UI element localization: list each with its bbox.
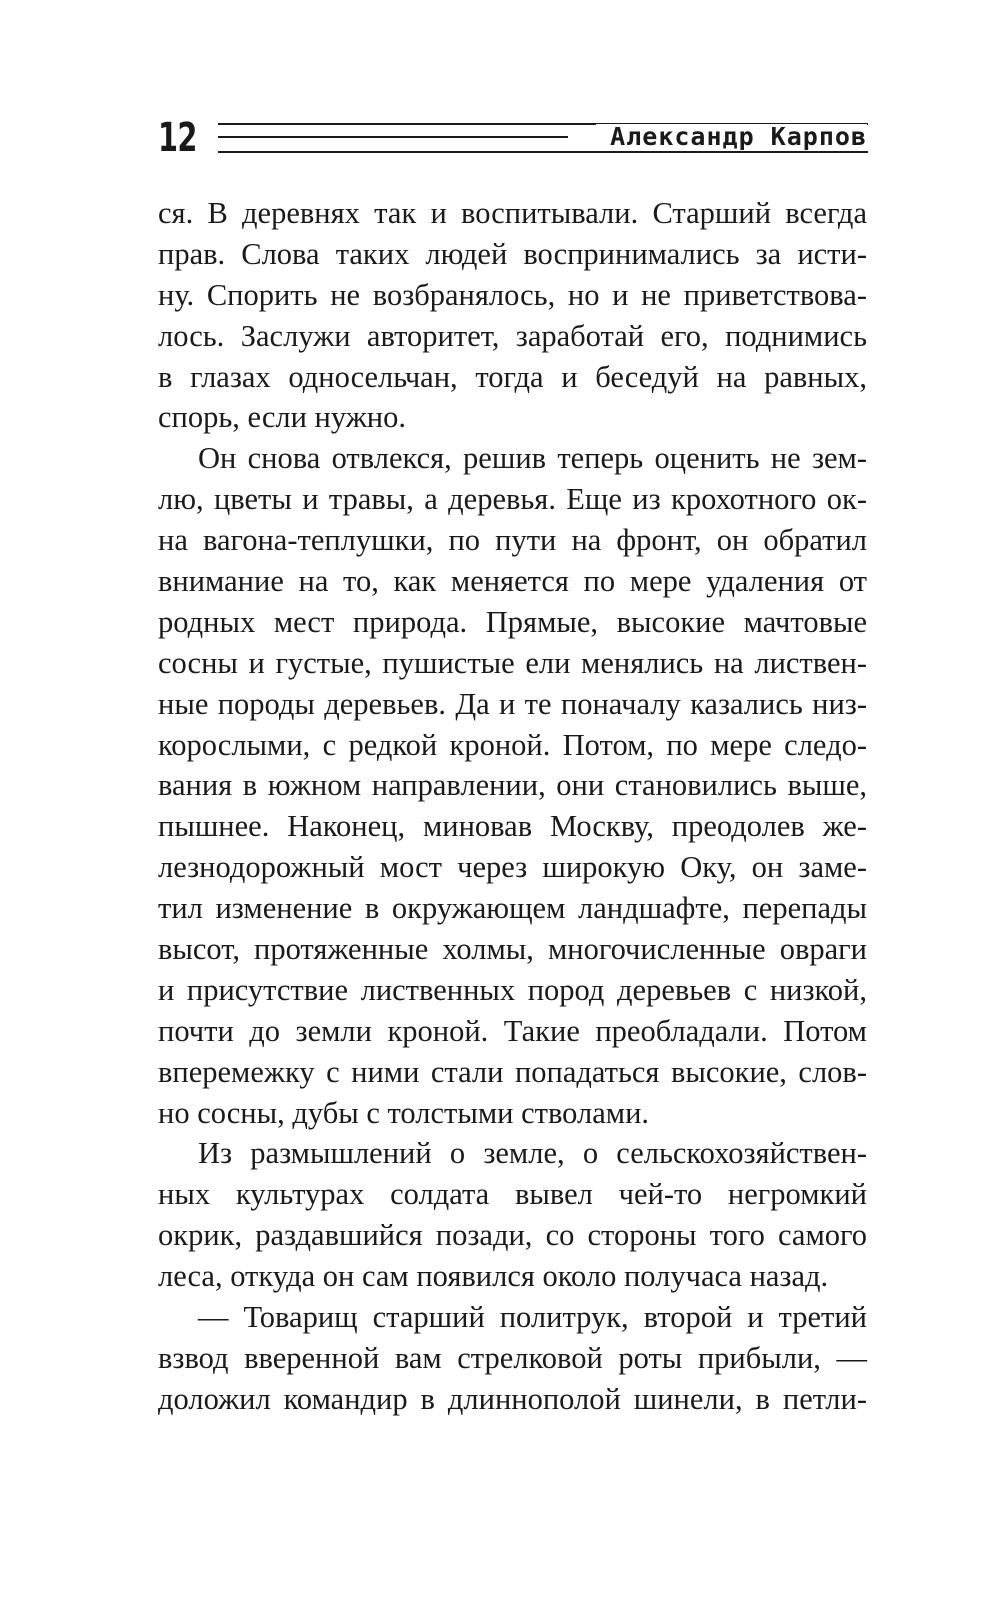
paragraph-2	[158, 438, 867, 1133]
text-line: взвод вверенной вам стрелковой роты прибыли, —	[158, 1340, 867, 1375]
page-number: 12	[158, 115, 197, 161]
text-line: ся. В деревнях так и воспитывали. Старший всегда	[158, 196, 867, 230]
text-line: высот, протяженные холмы, многочисленные овраги	[158, 932, 867, 967]
paragraph-4	[158, 1297, 867, 1420]
text-line: Из размышлений о земле, о сельскохозяйствен-	[198, 1136, 867, 1171]
text-line: ну. Спорить не возбранялось, но и не приветствова-	[158, 277, 867, 312]
header-rule-middle	[218, 136, 568, 138]
text-line: тил изменение в окружающем ландшафте, перепады	[158, 891, 867, 926]
text-line: лю, цветы и травы, а деревья. Еще из крохотного ок-	[158, 482, 867, 517]
text-line: доложил командир в длиннополой шинели, в петли-	[158, 1381, 867, 1416]
text-line: ных культурах солдата вывел чей-то негромкий	[158, 1177, 867, 1212]
text-line: вперемежку с ними стали попадаться высокие, слов-	[158, 1054, 867, 1089]
text-line: спорь, если нужно.	[158, 400, 406, 435]
text-line: леса, откуда он сам появился около получаса назад.	[158, 1259, 829, 1294]
text-line: внимание на то, как меняется по мере удаления от	[158, 564, 867, 599]
paragraph-1	[158, 193, 867, 438]
text-line: окрик, раздавшийся позади, со стороны того самого	[158, 1218, 867, 1253]
text-line: Он снова отвлекся, решив теперь оценить не зем-	[198, 441, 867, 476]
paragraph-3	[158, 1133, 867, 1297]
header-rule-bottom	[218, 151, 868, 153]
text-line: пышнее. Наконец, миновав Москву, преодолев же-	[158, 809, 867, 844]
text-line: лось. Заслужи авторитет, заработай его, поднимись	[158, 318, 867, 353]
text-line: в глазах односельчан, тогда и беседуй на равных,	[158, 359, 867, 394]
text-line: родных мест природа. Прямые, высокие мачтовые	[158, 604, 867, 639]
running-head-author: Александр Карпов	[596, 124, 867, 150]
text-line: на вагона-теплушки, по пути на фронт, он обратил	[158, 523, 867, 558]
text-line: сосны и густые, пушистые ели менялись на листвен-	[158, 645, 867, 680]
body-text	[158, 193, 867, 1420]
text-line: лезнодорожный мост через широкую Оку, он заме-	[158, 850, 867, 885]
text-line: корослыми, с редкой кроной. Потом, по мере следо-	[158, 727, 867, 762]
text-line: и присутствие лиственных пород деревьев с низкой,	[158, 972, 867, 1007]
text-line: но сосны, дубы с толстыми стволами.	[158, 1095, 650, 1130]
text-line: вания в южном направлении, они становились выше,	[158, 768, 867, 803]
text-line: почти до земли кроной. Такие преобладали. Потом	[158, 1013, 867, 1048]
text-line: прав. Слова таких людей воспринимались за исти-	[158, 236, 867, 271]
text-line: ные породы деревьев. Да и те поначалу казались низ-	[158, 686, 867, 721]
text-line: — Товарищ старший политрук, второй и третий	[198, 1300, 867, 1335]
